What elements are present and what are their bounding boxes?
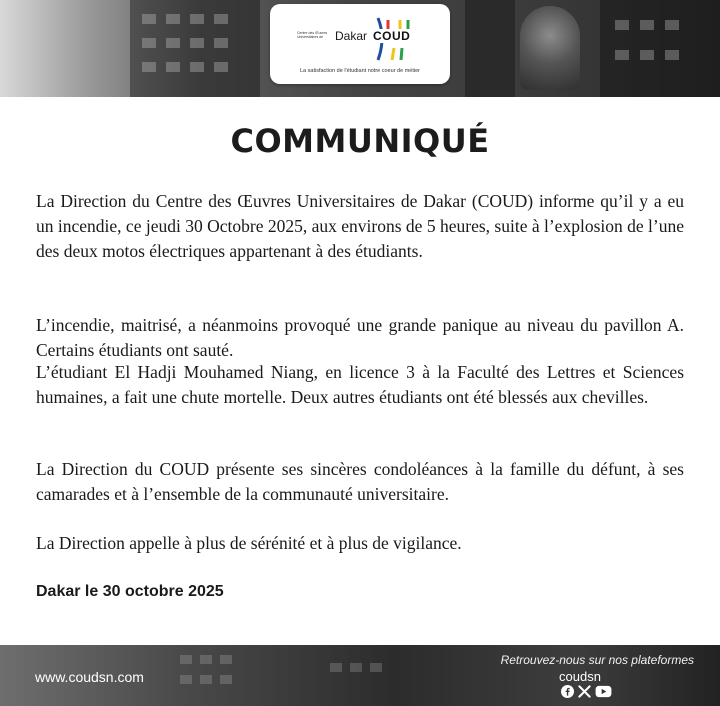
facebook-icon[interactable] — [561, 685, 574, 703]
logo-bar-green-low — [401, 48, 402, 60]
youtube-icon[interactable] — [595, 685, 612, 703]
building-far-right — [600, 0, 720, 97]
logo-city: Dakar — [335, 29, 368, 43]
logo-brand-name: COUD — [373, 29, 411, 43]
coud-logo — [270, 4, 450, 84]
header-banner — [0, 0, 720, 97]
logo-institution-text: Centre des Œuvres Universitaires de — [297, 31, 328, 39]
paragraph-appeal: La Direction appelle à plus de sérénité et à plus de vigilance. — [36, 533, 462, 553]
footer-banner — [0, 645, 720, 706]
x-icon[interactable] — [578, 685, 591, 703]
logo-tagline: La satisfaction de l'étudiant notre coeur de métier — [300, 68, 420, 74]
page-title: COMMUNIQUÉ — [230, 122, 490, 160]
social-handle: coudsn — [559, 669, 601, 684]
signature-date: Dakar le 30 octobre 2025 — [36, 583, 224, 600]
statue-image — [520, 6, 580, 90]
paragraph-condolences: La Direction du COUD présente ses sincères condoléances à la famille du défunt, à ses camarades et à l’ensemble de la communauté universitaire. — [36, 459, 684, 504]
logo-bar-yellow-low — [392, 48, 394, 60]
paragraph-incident: La Direction du Centre des Œuvres Universitaires de Dakar (COUD) informe qu’il y a eu un incendie, ce jeudi 30 Octobre 2025, aux environs de 5 heures, suite à l’explosion de l’une des deux motos électriques appartenant à des étudiants. — [36, 191, 684, 261]
platforms-caption: Retrouvez-nous sur nos plateformes — [500, 653, 694, 667]
social-icons — [561, 685, 612, 703]
paragraph-victim: L’étudiant El Hadji Mouhamed Niang, en licence 3 à la Faculté des Lettres et Sciences humaines, a fait une chute mortelle. Deux autres étudiants ont été blessés aux chevilles. — [36, 362, 684, 407]
paragraph-panic: L’incendie, maitrisé, a néanmoins provoqué une grande panique au niveau du pavillon A. Certains étudiants ont sauté. — [36, 315, 684, 360]
website-link[interactable]: www.coudsn.com — [35, 669, 144, 685]
building-right — [465, 0, 515, 97]
